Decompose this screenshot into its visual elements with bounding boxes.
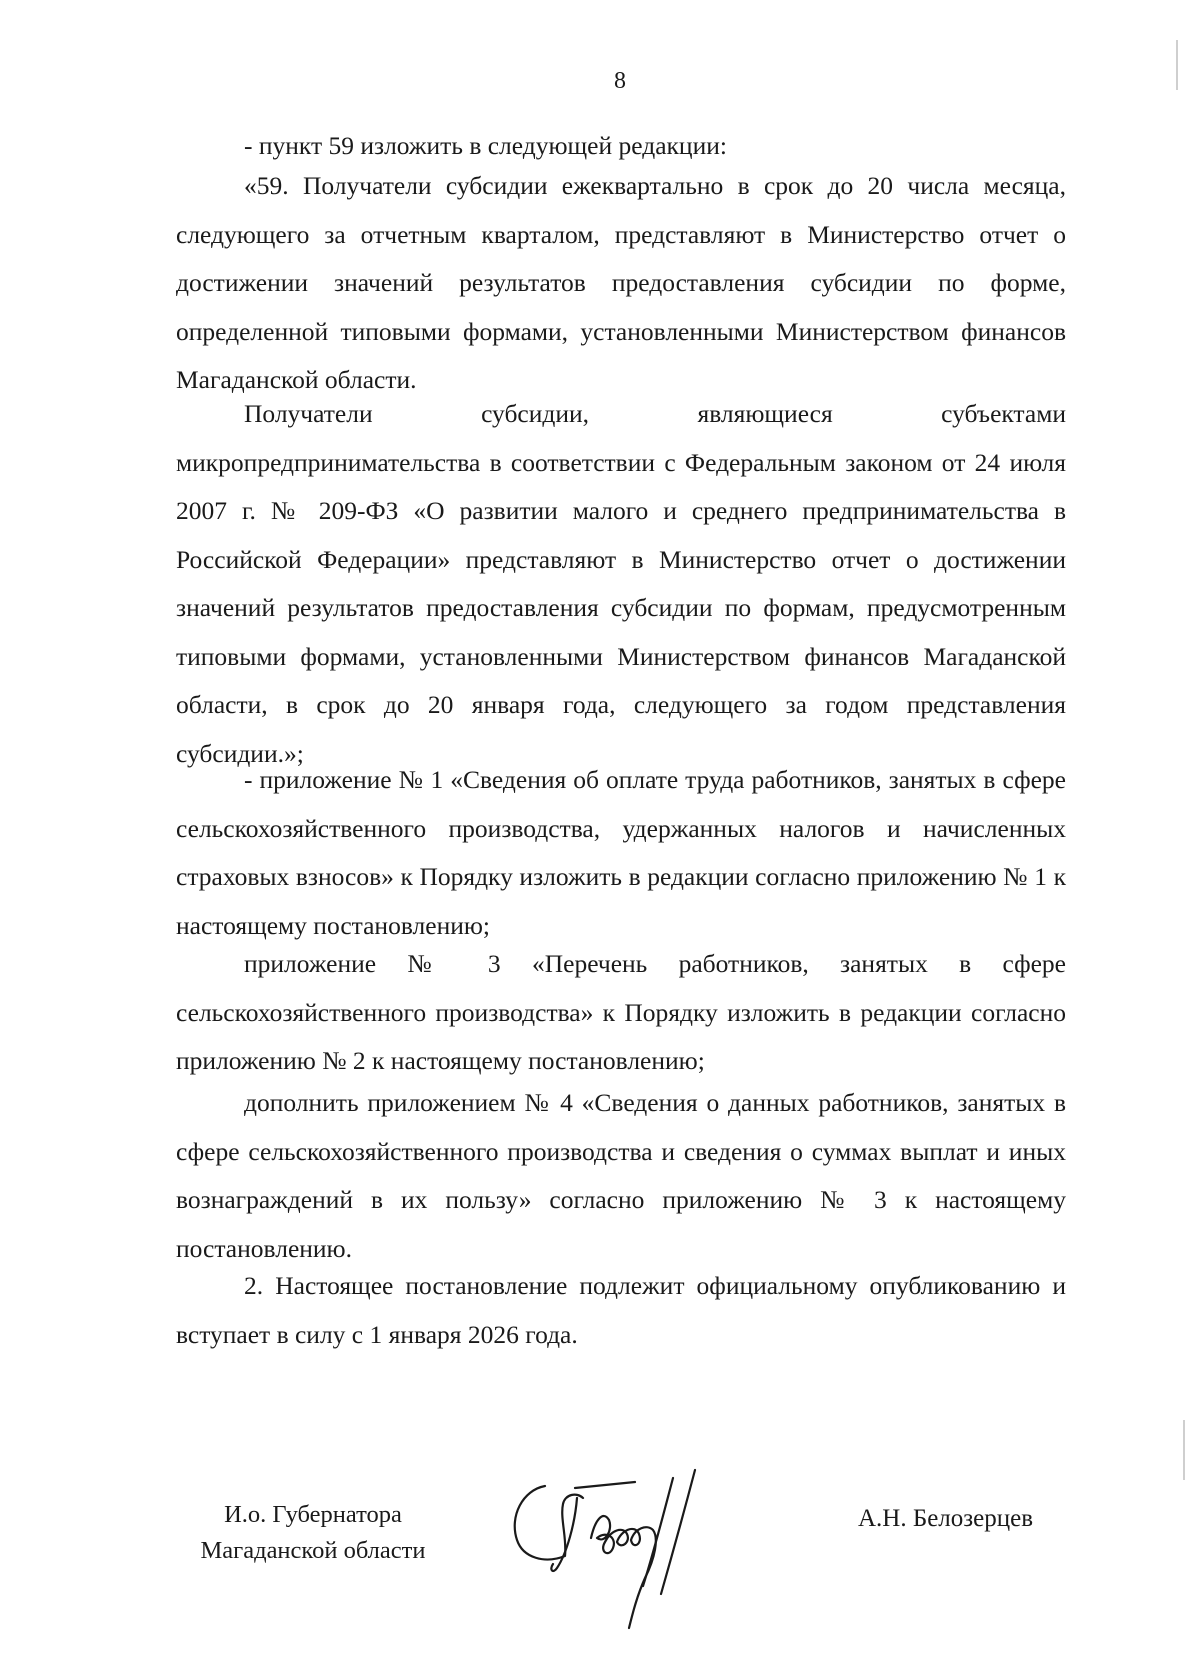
scan-edge-mark	[1183, 1420, 1185, 1480]
page-number: 8	[614, 68, 626, 94]
signatory-role	[178, 1497, 448, 1569]
paragraph-appendix-3: приложение № 3 «Перечень работников, занятых в сфере сельскохозяйственного производства» к Порядку изложить в редакции согласно приложению № 2 к настоящему постановлению;	[176, 949, 1066, 1075]
signatory-role-line-1: И.о. Губернатора	[224, 1501, 402, 1528]
paragraph-item-59-text: «59. Получатели субсидии ежеквартально в срок до 20 числа месяца, следующего за отчетным кварталом, представляют в Министерство отчет о достижении значений результатов предоставления субсидии по форме, определенной типовыми формами, установленными Министерством финансов Магаданской области.	[176, 171, 1066, 394]
paragraph-microbusiness: Получатели субсидии, являющиеся субъектами микропредпринимательства в соответствии с Федеральным законом от 24 июля 2007 г. № 209-ФЗ «О развитии малого и среднего предпринимательства в Российской Федерации» представляют в Министерство отчет о достижении значений результатов предоставления субсидии по формам, предусмотренным типовыми формами, установленными Министерством финансов Магаданской области, в срок до 20 января года, следующего за годом представления субсидии.»;	[176, 399, 1066, 768]
paragraph-appendix-1: - приложение № 1 «Сведения об оплате труда работников, занятых в сфере сельскохозяйственного производства, удержанных налогов и начисленных страховых взносов» к Порядку изложить в редакции согласно приложению № 1 к настоящему постановлению;	[176, 765, 1066, 940]
paragraph-item-59-intro: - пункт 59 изложить в следующей редакции:	[244, 131, 727, 160]
handwritten-signature	[505, 1468, 745, 1638]
paragraph-appendix-4: дополнить приложением № 4 «Сведения о данных работников, занятых в сфере сельскохозяйственного производства и сведения о суммах выплат и иных вознаграждений в их пользу» согласно приложению № 3 к настоящему постановлению.	[176, 1088, 1066, 1263]
signatory-role-line-2: Магаданской области	[200, 1537, 426, 1564]
paragraph-clause-2: 2. Настоящее постановление подлежит официальному опубликованию и вступает в силу с 1 января 2026 года.	[176, 1271, 1066, 1349]
signatory-name: А.Н. Белозерцев	[858, 1505, 1034, 1532]
scan-edge-mark	[1176, 40, 1178, 90]
